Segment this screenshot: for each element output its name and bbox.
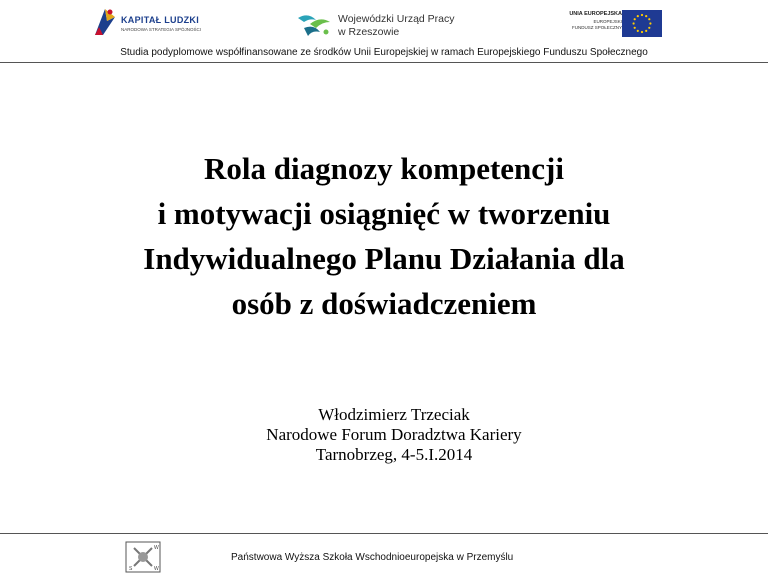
pwsw-crest-icon	[120, 540, 168, 574]
slide-title-line3: Indywidualnego Planu Działania dla	[143, 241, 625, 276]
wup-name-line1: Wojewódzki Urząd Pracy	[338, 13, 455, 25]
slide-title	[40, 146, 728, 326]
slide-title-line1: Rola diagnozy kompetencji	[204, 151, 564, 186]
slide-title-line4: osób z doświadczeniem	[231, 286, 537, 321]
author-name: Włodzimierz Trzeciak	[318, 405, 470, 424]
footer-divider	[0, 533, 768, 534]
svg-text:W: W	[154, 566, 159, 572]
svg-text:W: W	[154, 545, 159, 551]
eu-line3: FUNDUSZ SPOŁECZNY	[571, 25, 622, 30]
eu-flag-icon	[622, 10, 662, 37]
slide-title-line2: i motywacji osiągnięć w tworzeniu	[157, 196, 611, 231]
author-organization: Narodowe Forum Doradztwa Kariery	[266, 425, 522, 444]
eu-line1: UNIA EUROPEJSKA	[569, 11, 622, 17]
funding-note: Studia podyplomowe współfinansowane ze środków Unii Europejskiej w ramach Europejskiego Funduszu Społecznego	[120, 47, 648, 58]
eu-logo	[560, 8, 670, 38]
kapital-ludzki-title: KAPITAŁ LUDZKI	[121, 15, 200, 25]
wup-name-line2: w Rzeszowie	[338, 26, 400, 38]
eu-line2: EUROPEJSKI	[593, 19, 622, 24]
event-place-date: Tarnobrzeg, 4-5.I.2014	[315, 445, 473, 464]
kapital-ludzki-logo	[93, 7, 203, 41]
kapital-ludzki-subtitle: NARODOWA STRATEGIA SPÓJNOŚCI	[121, 27, 202, 32]
header-divider	[0, 62, 768, 63]
wup-bird-icon	[296, 10, 334, 40]
author-block	[200, 405, 588, 465]
wup-rzeszow-logo	[296, 10, 466, 40]
svg-text:S: S	[129, 566, 133, 572]
footer-institution: Państwowa Wyższa Szkoła Wschodnioeuropejska w Przemyślu	[231, 552, 514, 563]
kapital-ludzki-emblem-icon	[93, 7, 117, 37]
